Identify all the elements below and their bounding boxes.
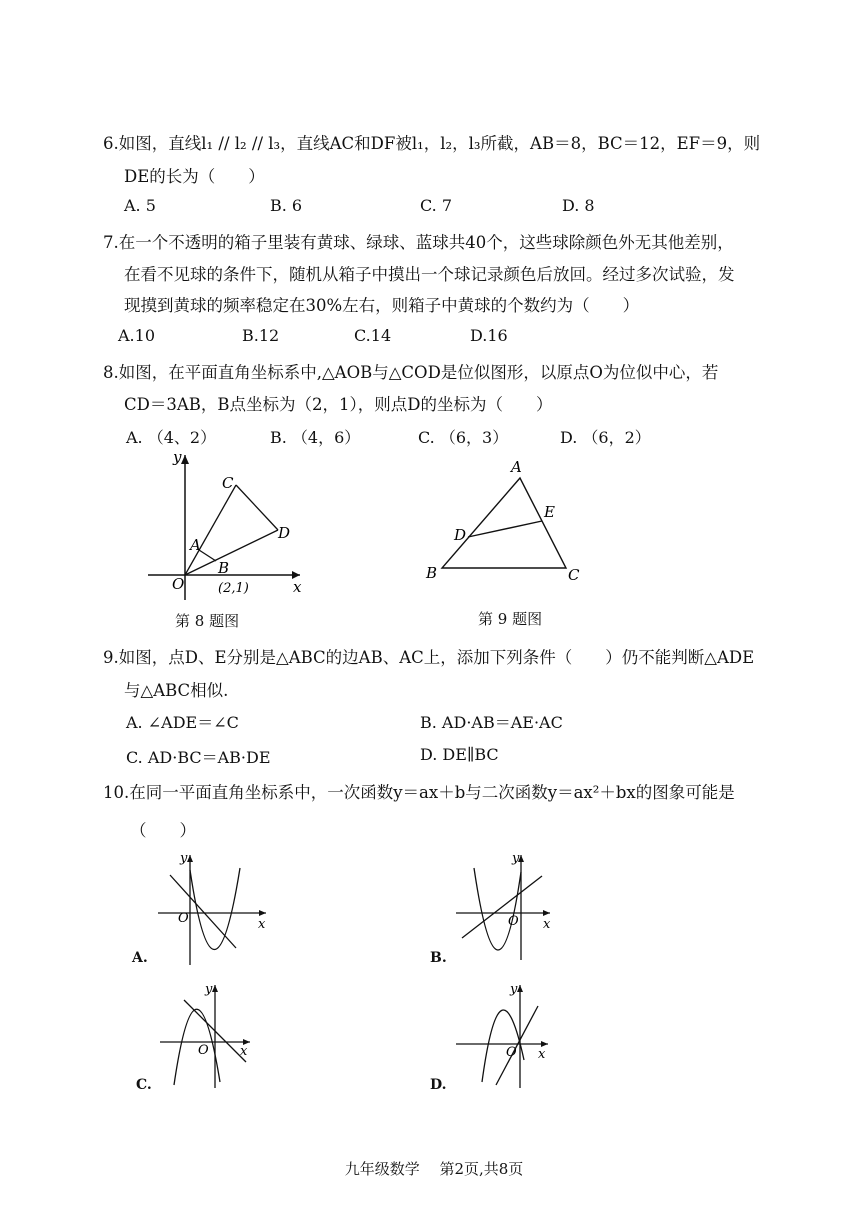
q7-option-c: C.14: [354, 326, 392, 345]
graph-a-label-y: y: [180, 851, 188, 866]
graph-d-label-y: y: [510, 982, 518, 997]
graph-b-label-x: x: [543, 917, 551, 932]
q8-option-d: D. （6，2）: [560, 428, 651, 447]
fig9-label-b: B: [426, 564, 438, 582]
fig9-label-d: D: [454, 526, 467, 544]
fig8-label-c: C: [222, 474, 234, 492]
graph-a-label-o: O: [178, 911, 189, 926]
q8-line1: 8.如图，在平面直角坐标系中,△AOB与△COD是位似图形，以原点O为位似中心，若: [103, 363, 719, 382]
q6-option-a: A. 5: [124, 196, 156, 215]
fig9-label-e: E: [544, 503, 555, 521]
q7-option-b: B.12: [242, 326, 280, 345]
q6-line1: 6.如图，直线l₁ // l₂ // l₃，直线AC和DF被l₁，l₂，l₃所截，AB＝8，BC＝12，EF＝9，则: [103, 134, 761, 153]
graph-c-label-y: y: [205, 982, 213, 997]
q6-line2: DE的长为（ ）: [124, 167, 265, 186]
graph-c-label-o: O: [198, 1043, 209, 1058]
graph-d-label-o: O: [506, 1045, 517, 1060]
fig8-label-a: A: [190, 536, 201, 554]
q8-option-a: A. （4、2）: [126, 428, 217, 447]
graph-b-label-o: O: [508, 914, 519, 929]
fig8-caption: 第 8 题图: [175, 612, 240, 630]
q7-option-a: A.10: [118, 326, 155, 345]
graph-a-label-x: x: [258, 917, 266, 932]
q9-option-a: A. ∠ADE＝∠C: [126, 713, 239, 732]
q7-option-d: D.16: [470, 326, 508, 345]
q7-line3: 现摸到黄球的频率稳定在30%左右，则箱子中黄球的个数约为（ ）: [124, 296, 640, 315]
fig8-label-d: D: [278, 524, 291, 542]
q6-option-b: B. 6: [270, 196, 303, 215]
graph-d-y-arrow-icon: [517, 985, 523, 992]
q7-line1: 7.在一个不透明的箱子里装有黄球、绿球、蓝球共40个，这些球除颜色外无其他差别，: [103, 233, 734, 252]
q6-option-c: C. 7: [420, 196, 453, 215]
graph-c-label-x: x: [240, 1044, 248, 1059]
fig8-label-y: y: [173, 448, 182, 466]
q8-option-b: B. （4，6）: [270, 428, 361, 447]
q9-option-c: C. AD·BC＝AB·DE: [126, 748, 271, 767]
q10-option-c: C.: [136, 1077, 152, 1093]
fig9-label-a: A: [511, 458, 522, 476]
fig8-label-x: x: [293, 578, 302, 596]
q9-option-d: D. DE∥BC: [420, 745, 499, 764]
q10-option-d: D.: [430, 1077, 447, 1093]
q8-line2: CD＝3AB，B点坐标为（2，1），则点D的坐标为（ ）: [124, 395, 553, 414]
q6-option-d: D. 8: [562, 196, 595, 215]
fig8-point-mark: (2,1): [218, 581, 249, 596]
fig9-caption: 第 9 题图: [478, 610, 543, 628]
q10-option-a: A.: [132, 950, 148, 966]
q10-line2: （ ）: [130, 821, 196, 840]
q9-option-b: B. AD·AB＝AE·AC: [420, 713, 563, 732]
fig8-label-b: B: [218, 559, 230, 577]
q7-line2: 在看不见球的条件下，随机从箱子中摸出一个球记录颜色后放回。经过多次试验，发: [124, 265, 735, 284]
q9-line1: 9.如图，点D、E分别是△ABC的边AB、AC上，添加下列条件（ ）仍不能判断△ADE: [103, 648, 755, 667]
q10-option-b: B.: [430, 950, 447, 966]
fig8-label-o: O: [172, 575, 185, 593]
q9-line2: 与△ABC相似.: [124, 681, 229, 700]
page-footer: 九年级数学 第2页,共8页: [344, 1160, 524, 1178]
graph-b-label-y: y: [512, 851, 520, 866]
q10-line1: 10.在同一平面直角坐标系中，一次函数y＝ax＋b与二次函数y＝ax²＋bx的图象可能是: [103, 783, 735, 802]
graph-d-label-x: x: [538, 1047, 546, 1062]
q8-option-c: C. （6，3）: [418, 428, 509, 447]
graph-d-line: [496, 1006, 538, 1085]
fig9-label-c: C: [568, 566, 580, 584]
